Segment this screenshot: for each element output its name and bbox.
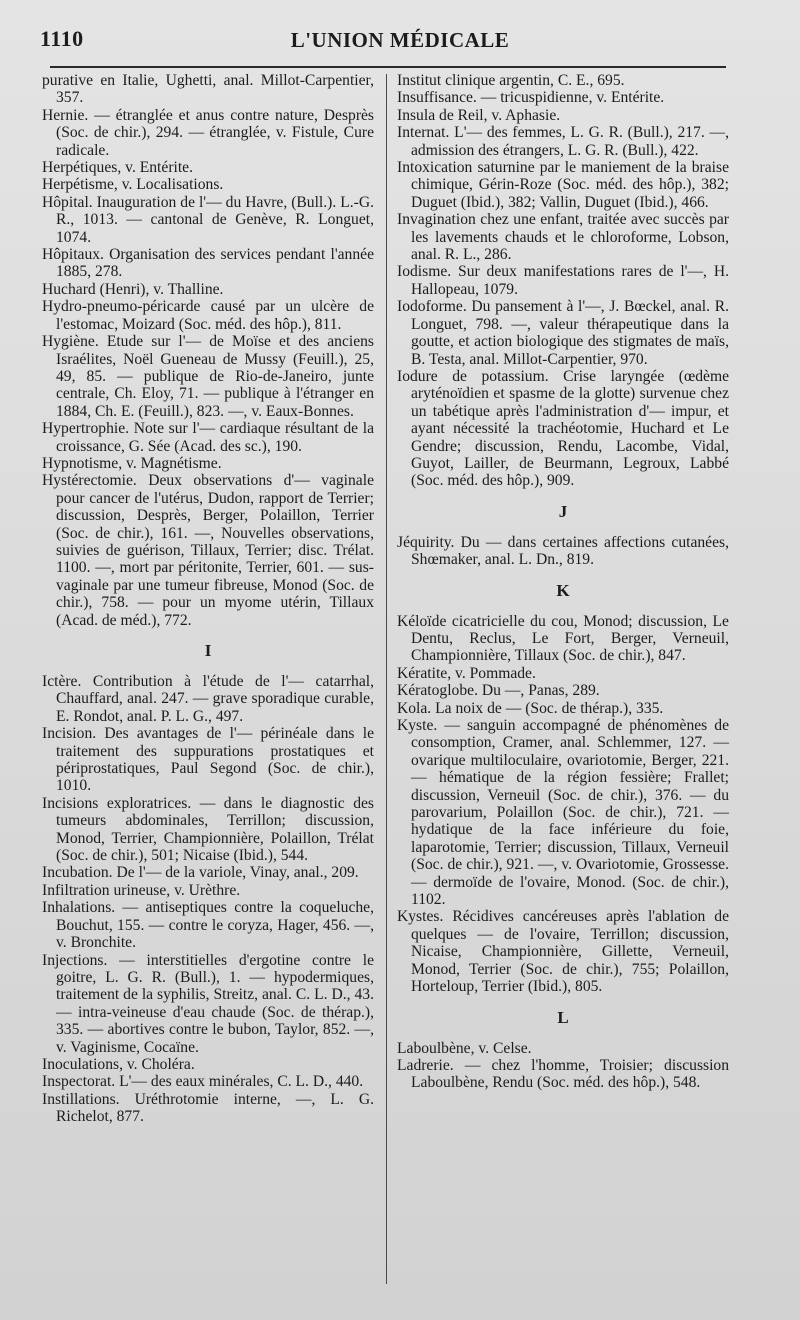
entry-text: chez une enfant, traitée avec succès par les lavements chauds et le chloroforme, Lobson, anal. R. L., 286. (411, 211, 729, 264)
entry-text: Note sur l'— cardiaque résultant de la croissance, G. Sée (Acad. des sc.), 190. (56, 420, 374, 455)
entry-headword: Hydro-pneumo-péricarde (42, 298, 201, 316)
entry-text: — antiseptiques contre la coqueluche, Bouchut, 155. — contre le coryza, Hager, 456. —, v. Bronchite. (56, 899, 374, 952)
index-entry (397, 700, 729, 717)
entry-text: Récidives cancéreuses après l'ablation de quelques — de l'ovaire, Terrillon; discussion, Nicaise, Championnière, Gillette, Verneuil, Monod, Terrier (Soc. de chir.), 755; Polaillon, Horteloup, Terrier (Ibid.), 805. (411, 908, 730, 996)
section-letter: L (557, 1007, 569, 1027)
entry-headword: Incubation. (42, 864, 113, 882)
entry-headword: Hygiène. (42, 333, 99, 351)
entry-headword: Kystes. (397, 908, 444, 926)
index-entry (42, 298, 374, 333)
index-entry (397, 1040, 729, 1057)
entry-text: purative en Italie, Ughetti, anal. Millot-Carpentier, 357. (42, 72, 374, 107)
entry-text: de potassium. Crise laryngée (œdème aryténoïdien et spasme de la glotte) survenue chez un tabétique après l'administration d'— impur, et ayant nécessité la trachéotomie, Huchard et Le Gendre; discussion, Rendu, Lacombe, Vidal, Guyot, Lailler, de Beurmann, Legroux, Labbé (Soc. méd. des hôp.), 909. (411, 367, 729, 490)
left-column (42, 72, 374, 1126)
entry-text: Uréthrotomie interne, —, L. G. Richelot, 877. (56, 1090, 374, 1126)
index-entry (42, 882, 374, 899)
entry-text: Du pansement à l'—, J. Bœckel, anal. R. Longuet, 798. —, valeur thérapeutique dans la goutte, et action biologique des stigmates de maïs, B. Testa, anal. Millot-Carpentier, 970. (411, 298, 729, 368)
index-entry (42, 107, 374, 159)
entry-headword: Inspectorat. (42, 1073, 116, 1091)
entry-text: v. Magnétisme. (126, 454, 222, 472)
page-number: 1110 (40, 26, 84, 51)
index-entry (42, 1091, 374, 1126)
entry-headword: Insula (397, 106, 436, 124)
entry-headword: Iodoforme. (397, 298, 467, 316)
entry-headword: Incision. (42, 725, 97, 743)
entry-text: — tricuspidienne, v. Entérite. (480, 89, 665, 107)
index-entry (397, 124, 729, 159)
entry-headword: Kola. (397, 699, 432, 717)
entry-headword: Invagination (397, 211, 476, 229)
entry-text: Du —, Panas, 289. (481, 682, 600, 700)
index-entry (397, 159, 729, 211)
entry-text: v. Celse. (478, 1039, 532, 1057)
entry-text: v. Pommade. (455, 664, 536, 682)
entry-text: La noix de — (Soc. de thérap.), 335. (435, 699, 664, 717)
index-entry (42, 864, 374, 881)
entry-text: de Reil, v. Aphasie. (439, 106, 561, 124)
entry-headword: Hystérectomie. (42, 472, 137, 490)
entry-text: v. Entérite. (125, 159, 193, 177)
index-entry (42, 1056, 374, 1073)
index-entry (42, 194, 374, 246)
entry-headword: Ladrerie. (397, 1056, 454, 1074)
entry-text: causé par un ulcère de l'estomac, Moizard (Soc. méd. des hôp.), 811. (56, 298, 374, 333)
right-column (397, 72, 729, 1092)
index-entry (397, 89, 729, 106)
index-entry (397, 613, 729, 665)
entry-headword: Incisions (42, 794, 99, 812)
entry-text: L'— des eaux minérales, C. L. D., 440. (119, 1073, 364, 1091)
index-entry (42, 176, 374, 193)
index-entry (42, 472, 374, 629)
entry-text: — chez l'homme, Troisier; discussion Laboulbène, Rendu (Soc. méd. des hôp.), 548. (411, 1056, 730, 1092)
entry-text: — sanguin accompagné de phénomènes de consomption, Cramer, anal. Schlemmer, 127. — ovarique multiloculaire, ovariotomie, Berger, 221. — hématique de la région fessière; Frallet; discussion, Verneuil (Soc. de chir.), 376. — du parovarium, Polaillon (Soc. de chir.), 721. — hydatique de la face inférieure du foie, laparotomie, Terrier; discussion, Tillaux, Verneuil (Soc. de chir.), 921. —, v. Ovariotomie, Grossesse. — dermoïde de l'ovaire, Monod. (Soc. de chir.), 1102. (411, 717, 729, 909)
entry-headword: Ictère. (42, 673, 82, 690)
index-entry (397, 368, 729, 490)
entry-headword: Inhalations. (42, 899, 116, 917)
entry-headword: Kératite, (397, 664, 452, 682)
entry-headword: Kéloïde (397, 612, 447, 630)
entry-text: v. Choléra. (126, 1055, 195, 1073)
entry-headword: Intoxication (397, 159, 473, 177)
entry-headword: Herpétisme, (42, 176, 118, 194)
entry-headword: Iodure (397, 367, 438, 385)
index-entry (42, 159, 374, 176)
index-entry (42, 246, 374, 281)
index-entry (397, 682, 729, 699)
entry-headword: Injections. (42, 951, 108, 969)
index-entry (42, 899, 374, 951)
entry-headword: Insuffisance. (397, 89, 477, 107)
entry-text: v. Localisations. (121, 176, 224, 194)
entry-text: exploratrices. — dans le diagnostic des tumeurs abdominales, Terrillon; discussion, Monod, Terrier, Championnière, Polaillon, Trélat (Soc. de chir.), 501; Nicaise (Ibid.), 544. (56, 794, 374, 865)
entry-headword: Huchard (42, 280, 96, 298)
entry-text: (Henri), v. Thalline. (99, 280, 224, 298)
index-entry (42, 952, 374, 1056)
index-entry (42, 281, 374, 298)
index-entry (42, 420, 374, 455)
entry-headword: Laboulbène, (397, 1039, 475, 1057)
index-entry (42, 455, 374, 472)
entry-text: Sur deux manifestations rares de l'—, H. Hallopeau, 1079. (411, 263, 729, 298)
index-entry (397, 72, 729, 89)
entry-text: — étranglée et anus contre nature, Desprès (Soc. de chir.), 294. — étranglée, v. Fistule, Cure radicale. (56, 106, 374, 159)
entry-text: urineuse, v. Urèthre. (113, 881, 241, 899)
index-entry (42, 1073, 374, 1090)
entry-headword: Institut (397, 72, 442, 89)
index-entry (42, 72, 374, 107)
entry-text: Etude sur l'— de Moïse et des anciens Israélites, Noël Gueneau de Mussy (Feuill.), 25, 49, 85. — publique de Rio-de-Janeiro, junte centrale, Ch. Eloy, 71. — publique à l'étranger en 1884, Ch. E. (Feuill.), 823. —, v. Eaux-Bonnes. (56, 333, 374, 420)
index-entry (397, 1057, 729, 1092)
entry-text: cicatricielle du cou, Monod; discussion, Le Dentu, Reclus, Le Fort, Berger, Verneuil, Championnière, Tillaux (Soc. de chir.), 847. (411, 612, 729, 665)
entry-text: saturnine par le maniement de la braise chimique, Gérin-Roze (Soc. méd. des hôp.), 382; Duguet (Ibid.), 382; Vallin, Duguet (Ibid.), 466. (411, 159, 729, 211)
index-entry (42, 795, 374, 865)
section-letter: I (204, 641, 212, 660)
section-letter: K (556, 580, 570, 600)
index-entry (42, 673, 374, 725)
entry-headword: Herpétiques, (42, 159, 122, 177)
entry-headword: Kyste. (397, 717, 438, 734)
entry-headword: Jéquirity. (397, 533, 455, 551)
column-divider (386, 74, 387, 1284)
header-rule (50, 66, 726, 68)
entry-headword: Hôpital. (42, 193, 93, 211)
entry-headword: Iodisme. (397, 263, 452, 281)
entry-headword: Inoculations, (42, 1055, 123, 1073)
entry-headword: Hôpitaux. (42, 246, 104, 264)
index-entry (397, 908, 729, 995)
entry-headword: Kératoglobe. (397, 682, 478, 700)
entry-text: Organisation des services pendant l'année 1885, 278. (56, 246, 374, 281)
entry-text: Contribution à l'étude de l'— catarrhal, Chauffard, anal. 247. — grave sporadique curable, E. Rondot, anal. P. L. G., 497. (56, 673, 374, 725)
entry-text: Inauguration de l'— du Havre, (Bull.). L.-G. R., 1013. — cantonal de Genève, R. Longuet, 1074. (56, 193, 374, 246)
entry-headword: Internat. (397, 124, 450, 142)
index-entry (42, 333, 374, 420)
entry-headword: Hypnotisme, (42, 454, 123, 472)
index-entry (397, 211, 729, 263)
entry-text: De l'— de la variole, Vinay, anal., 209. (116, 864, 359, 882)
index-entry (397, 534, 729, 569)
index-entry (397, 717, 729, 908)
section-letter: J (558, 501, 568, 521)
entry-text: Du — dans certaines affections cutanées, Shœmaker, anal. L. Dn., 819. (411, 533, 729, 569)
entry-text: clinique argentin, C. E., 695. (445, 72, 625, 89)
entry-text: — interstitielles d'ergotine contre le goitre, L. G. R. (Bull.), 1. — hypodermiques, traitement de la syphilis, Streitz, anal. C. L. D., 43. — intra-veineuse d'eau chaude (Soc. de thérap.), 335. — abortives contre le bubon, Taylor, 852. —, v. Vaginisme, Cocaïne. (56, 951, 374, 1056)
entry-headword: Infiltration (42, 881, 110, 899)
index-entry (397, 107, 729, 124)
index-entry (397, 298, 729, 368)
index-entry (397, 263, 729, 298)
journal-title: L'UNION MÉDICALE (290, 28, 510, 52)
index-entry (397, 665, 729, 682)
entry-text: L'— des femmes, L. G. R. (Bull.), 217. —, admission des étrangers, L. G. R. (Bull.), 422. (411, 124, 730, 159)
entry-text: Deux observations d'— vaginale pour cancer de l'utérus, Dudon, rapport de Terrier; discussion, Desprès, Berger, Polaillon, Terrier (Soc. de chir.), 161. —, Nouvelles observations, suivies de guérison, Tillaux, Terrier; disc. Trélat. 1100. —, mort par péritonite, Terrier, 601. — sus-vaginale par une tumeur fibreuse, Monod (Soc. de chir.), 758. — pour un myome utérin, Tillaux (Acad. de méd.), 772. (56, 472, 374, 629)
entry-headword: Hernie. (42, 106, 89, 124)
entry-text: Des avantages de l'— périnéale dans le traitement des suppurations prostatiques et périprostatiques, Paul Segond (Soc. de chir.), 1010. (56, 725, 374, 795)
entry-headword: Instillations. (42, 1090, 120, 1108)
index-entry (42, 725, 374, 795)
entry-headword: Hypertrophie. (42, 420, 130, 438)
